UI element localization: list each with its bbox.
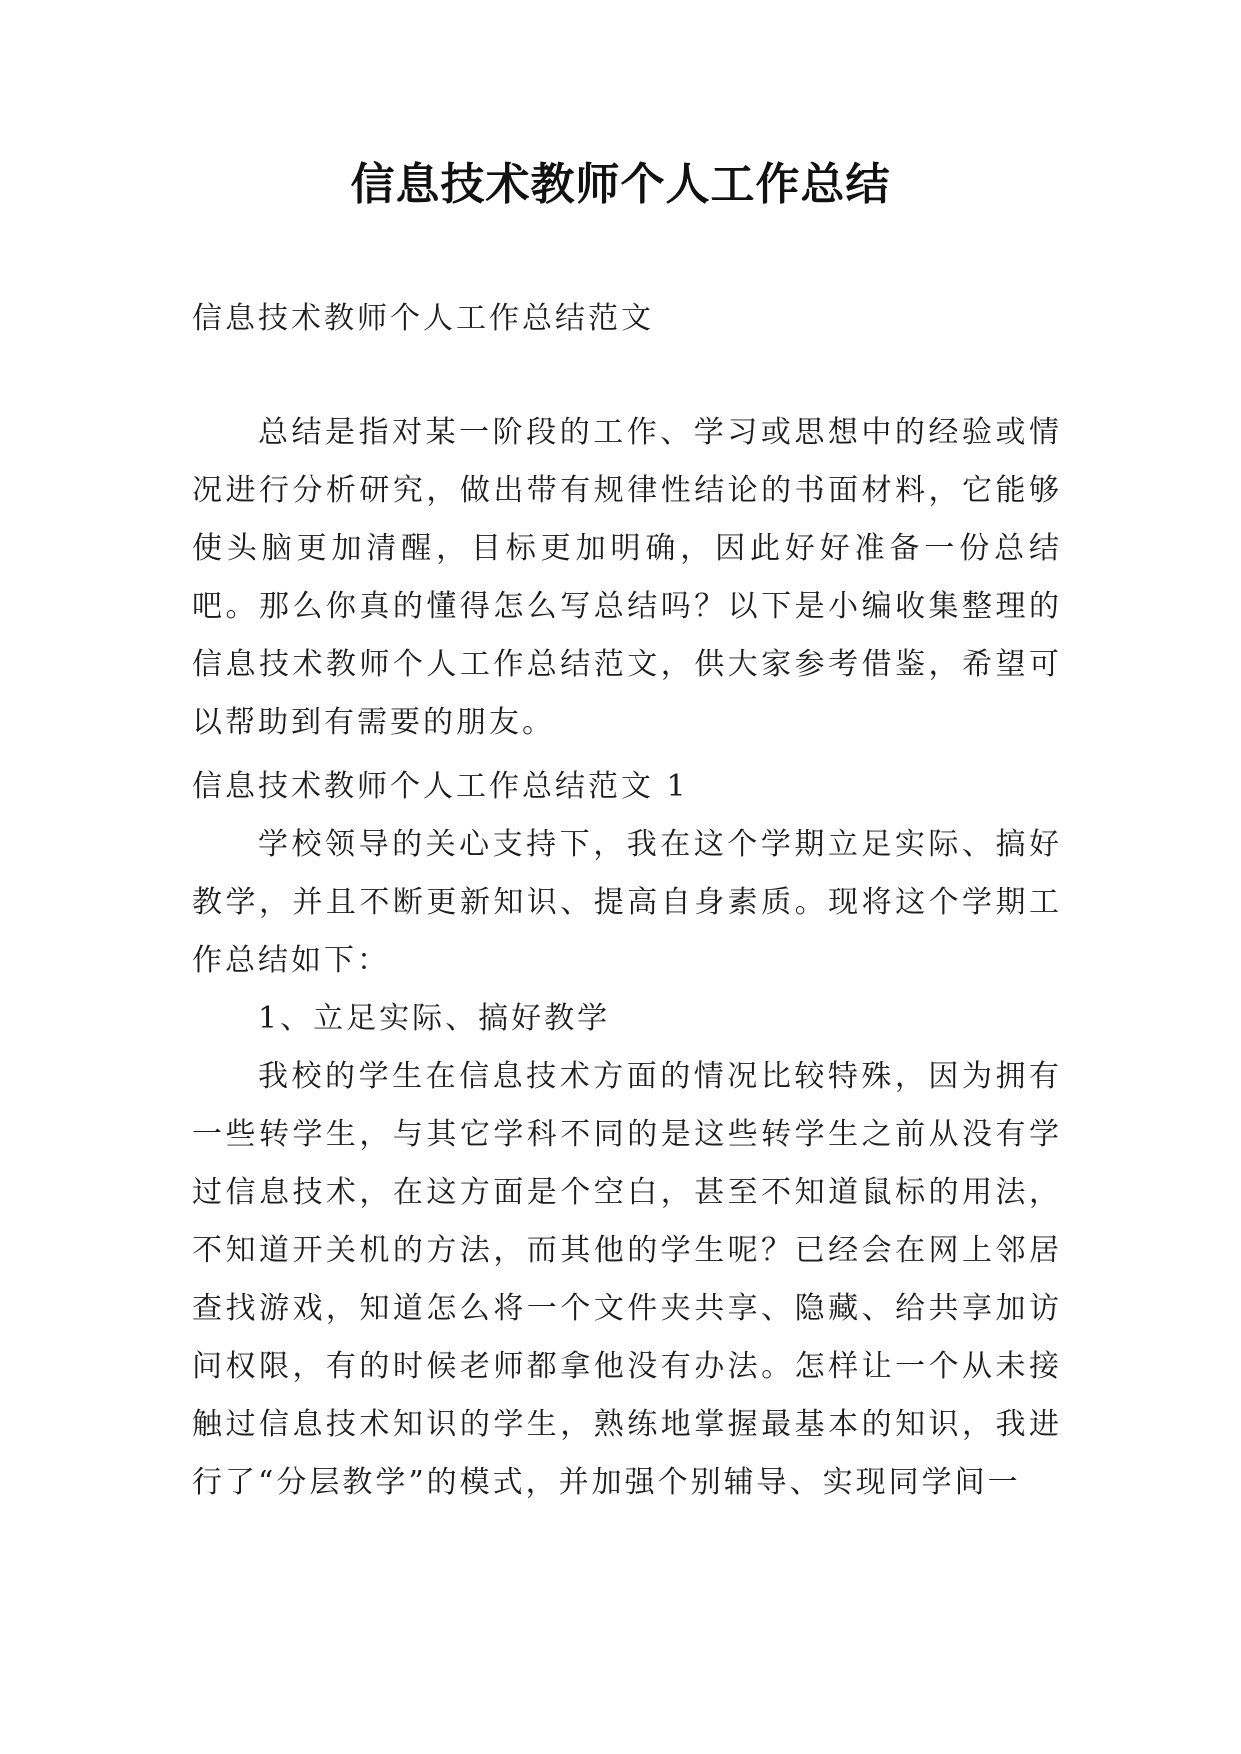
intro-paragraph: 总结是指对某一阶段的工作、学习或思想中的经验或情况进行分析研究，做出带有规律性结论的书面材料，它能够使头脑更加清醒，目标更加明确，因此好好准备一份总结吧。那么你真的懂得怎么写总结吗？以下是小编收集整理的信息技术教师个人工作总结范文，供大家参考借鉴，希望可以帮助到有需要的朋友。 <box>192 415 1062 740</box>
document-title: 信息技术教师个人工作总结 <box>350 159 891 210</box>
section-paragraph: 学校领导的关心支持下，我在这个学期立足实际、搞好教学，并且不断更新知识、提高自身素质。现将这个学期工作总结如下： <box>192 827 1062 978</box>
section-paragraph: 我校的学生在信息技术方面的情况比较特殊，因为拥有一些转学生，与其它学科不同的是这些转学生之前从没有学过信息技术，在这方面是个空白，甚至不知道鼠标的用法，不知道开关机的方法，而其他的学生呢？已经会在网上邻居查找游戏，知道怎么将一个文件夹共享、隐藏、给共享加访问权限，有的时候老师都拿他没有办法。怎样让一个从未接触过信息技术知识的学生，熟练地掌握最基本的知识，我进行了“分层教学”的模式，并加强个别辅导、实现同学间一 <box>192 1059 1062 1500</box>
document-subtitle: 信息技术教师个人工作总结范文 <box>192 301 654 336</box>
section-subheading: 1、立足实际、搞好教学 <box>258 1001 611 1036</box>
section-heading: 信息技术教师个人工作总结范文 1 <box>192 769 689 804</box>
section-body <box>192 816 1062 1512</box>
